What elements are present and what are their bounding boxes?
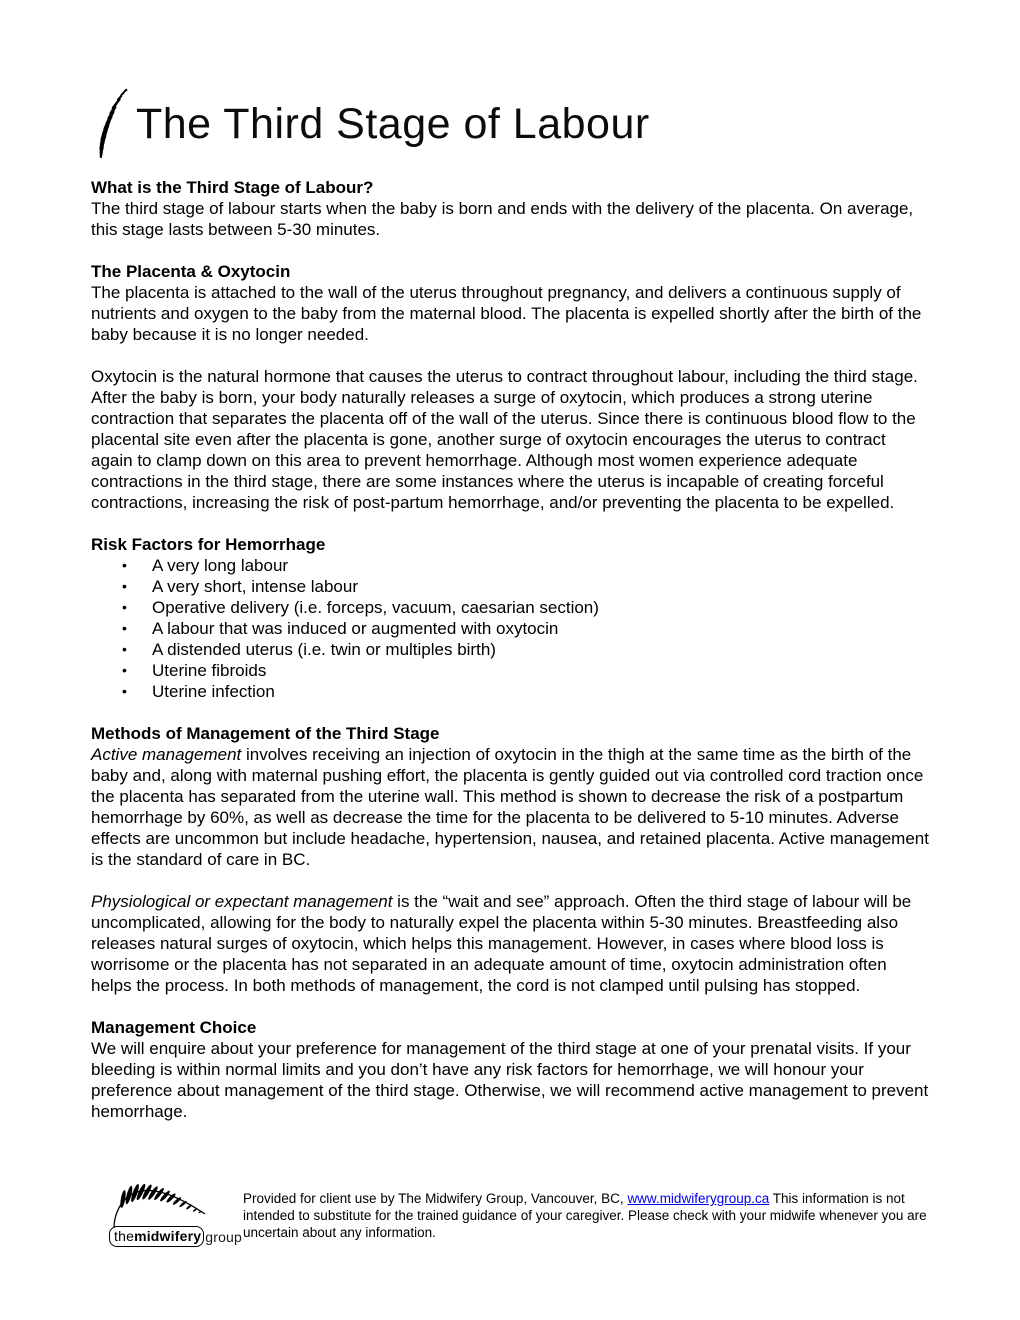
section-heading: The Placenta & Oxytocin: [91, 262, 291, 281]
list-item: • Uterine infection: [91, 681, 932, 702]
paragraph: [91, 744, 932, 870]
fern-logo-icon: [107, 1184, 217, 1232]
paragraph: [91, 891, 932, 996]
logo-midwifery: midwifery: [134, 1228, 202, 1244]
section-heading: Risk Factors for Hemorrhage: [91, 535, 326, 554]
paragraph: We will enquire about your preference for management of the third stage at one of your prenatal visits. If your bleeding is within normal limits and you don’t have any risk factors for hemorrhage, we will honour your preference about management of the third stage. Otherwise, we will recommend active management to prevent hemorrhage.: [91, 1039, 929, 1121]
italic-lead: Physiological or expectant management: [91, 892, 393, 911]
document-header: [88, 86, 932, 160]
list-item: • A very short, intense labour: [91, 576, 932, 597]
section-methods-of-management: [91, 723, 932, 996]
paragraph-text: is the “wait and see” approach. Often the third stage of labour will be uncomplicated, allowing for the body to naturally expel the placenta within 5-30 minutes. Breastfeeding also releases natural surges of oxytocin, which helps this management. However, in cases where blood loss is worrisome or the placenta has not separated in an adequate amount of time, oxytocin administration often helps the process. In both methods of management, the cord is not clamped until pulsing has stopped.: [91, 892, 912, 995]
logo-group: group: [205, 1228, 243, 1245]
list-item: • A labour that was induced or augmented with oxytocin: [91, 618, 932, 639]
section-heading: Management Choice: [91, 1018, 257, 1037]
paragraph: The third stage of labour starts when the baby is born and ends with the delivery of the placenta. On average, this stage lasts between 5-30 minutes.: [91, 199, 914, 239]
logo-wordmark: [109, 1226, 242, 1247]
document-footer: [103, 1184, 935, 1250]
section-heading: What is the Third Stage of Labour?: [91, 178, 374, 197]
section-what-is-third-stage: [91, 177, 932, 240]
midwifery-group-logo: [103, 1184, 243, 1250]
list-item: • A distended uterus (i.e. twin or multiples birth): [91, 639, 932, 660]
section-risk-factors: [91, 534, 932, 702]
list-item: • Uterine fibroids: [91, 660, 932, 681]
section-management-choice: [91, 1017, 932, 1122]
risk-factor-list: [91, 555, 932, 702]
document-content: [91, 86, 932, 1122]
page-title: The Third Stage of Labour: [136, 100, 650, 148]
logo-the: the: [114, 1228, 135, 1244]
list-item: • A very long labour: [91, 555, 932, 576]
list-item: • Operative delivery (i.e. forceps, vacuum, caesarian section): [91, 597, 932, 618]
section-heading: Methods of Management of the Third Stage: [91, 724, 440, 743]
footer-disclaimer: [243, 1190, 935, 1241]
footer-text-before-link: Provided for client use by The Midwifery Group, Vancouver, BC,: [243, 1191, 628, 1206]
midwifery-group-link[interactable]: www.midwiferygroup.ca: [627, 1191, 770, 1206]
section-placenta-oxytocin: [91, 261, 932, 513]
fern-icon: [88, 86, 130, 160]
paragraph: Oxytocin is the natural hormone that causes the uterus to contract throughout labour, including the third stage. After the baby is born, your body naturally releases a surge of oxytocin, which produces a strong uterine contraction that separates the placenta off of the wall of the uterus. Since there is continuous blood flow to the placental site even after the placenta is gone, another surge of oxytocin encourages the uterus to contract again to clamp down on this area to prevent hemorrhage. Although most women experience adequate contractions in the third stage, there are some instances where the uterus is incapable of creating forceful contractions, increasing the risk of post-partum hemorrhage, and/or preventing the placenta to be expelled.: [91, 367, 918, 512]
italic-lead: Active management: [91, 745, 242, 764]
footer-text-after-link: This information is not intended to substitute for the trained guidance of your caregiver. Please check with your midwife whenever you are uncertain about any information.: [243, 1191, 927, 1240]
paragraph: The placenta is attached to the wall of the uterus throughout pregnancy, and delivers a continuous supply of nutrients and oxygen to the baby from the maternal blood. The placenta is expelled shortly after the birth of the baby because it is no longer needed.: [91, 283, 922, 344]
logo-box: [109, 1226, 204, 1247]
paragraph-text: involves receiving an injection of oxytocin in the thigh at the same time as the birth of the baby and, along with maternal pushing effort, the placenta is gently guided out via controlled cord traction once the placenta has separated from the uterine wall. This method is shown to decrease the risk of a postpartum hemorrhage by 60%, as well as decrease the time for the placenta to be delivered to 5-10 minutes. Adverse effects are uncommon but include headache, hypertension, nausea, and retained placenta. Active management is the standard of care in BC.: [91, 745, 929, 869]
